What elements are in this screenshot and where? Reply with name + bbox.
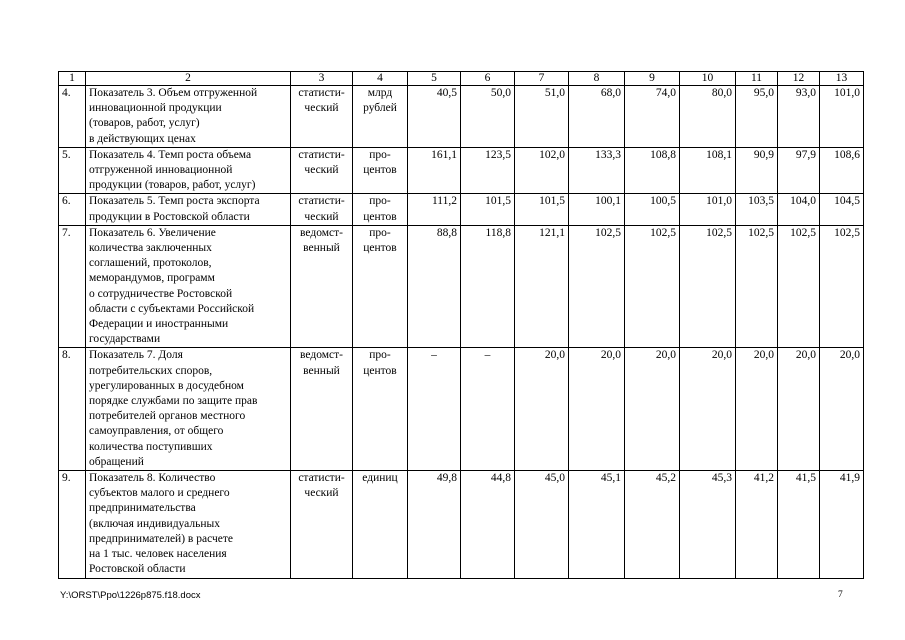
year-value: 45,2 <box>625 471 680 578</box>
cell-line: центов <box>363 210 397 223</box>
year-value: 20,0 <box>820 348 864 471</box>
year-value: 45,3 <box>680 471 736 578</box>
cell-line: меморандумов, программ <box>89 272 215 285</box>
indicator-name <box>86 194 291 225</box>
cell-line: количества заключенных <box>89 242 212 255</box>
year-value: 104,5 <box>820 194 864 225</box>
year-value: 102,5 <box>680 225 736 348</box>
year-value: 95,0 <box>736 86 778 148</box>
year-value: 108,8 <box>625 147 680 194</box>
table-header-row <box>59 72 864 86</box>
year-value: 102,5 <box>736 225 778 348</box>
year-value: 102,0 <box>515 147 569 194</box>
cell-line: про- <box>369 195 391 208</box>
page-number: 7 <box>838 590 843 600</box>
indicator-source <box>291 86 353 148</box>
cell-line: венный <box>303 242 340 255</box>
cell-line: в действующих ценах <box>89 132 196 145</box>
cell-line: центов <box>363 242 397 255</box>
cell-line: центов <box>363 364 397 377</box>
cell-line: про- <box>369 148 391 161</box>
cell-line: Показатель 4. Темп роста объема <box>89 148 252 161</box>
column-header: 4 <box>353 72 408 86</box>
year-value: 20,0 <box>680 348 736 471</box>
indicator-source <box>291 147 353 194</box>
year-value: 49,8 <box>408 471 461 578</box>
cell-line: урегулированных в досудебном <box>89 379 244 392</box>
column-header: 1 <box>59 72 86 86</box>
row-number: 4. <box>59 86 86 148</box>
year-value: 20,0 <box>736 348 778 471</box>
cell-line: порядке службами по защите прав <box>89 395 258 408</box>
cell-line: статисти- <box>298 87 345 99</box>
cell-line: предпринимательства <box>89 502 196 515</box>
unit-of-measure <box>353 194 408 225</box>
cell-line: предпринимателей) в расчете <box>89 532 233 545</box>
cell-line: ческий <box>304 210 339 223</box>
indicator-source <box>291 471 353 578</box>
year-value: 102,5 <box>569 225 625 348</box>
indicator-source <box>291 348 353 471</box>
column-header: 2 <box>86 72 291 86</box>
year-value: 80,0 <box>680 86 736 148</box>
year-value: 102,5 <box>625 225 680 348</box>
year-value: 90,9 <box>736 147 778 194</box>
cell-line: ведомст- <box>300 226 343 239</box>
cell-line: ведомст- <box>300 349 343 362</box>
row-number: 9. <box>59 471 86 578</box>
year-value: 45,1 <box>569 471 625 578</box>
year-value: 93,0 <box>778 86 820 148</box>
cell-line: Ростовской области <box>89 563 186 576</box>
cell-line: единиц <box>362 472 398 485</box>
unit-of-measure <box>353 348 408 471</box>
cell-line: про- <box>369 349 391 362</box>
year-value: 44,8 <box>461 471 515 578</box>
row-number: 5. <box>59 147 86 194</box>
year-value: 108,1 <box>680 147 736 194</box>
column-header: 8 <box>569 72 625 86</box>
year-value: 111,2 <box>408 194 461 225</box>
table-row <box>59 348 864 471</box>
year-value: 20,0 <box>569 348 625 471</box>
column-header: 9 <box>625 72 680 86</box>
cell-line: области с субъектами Российской <box>89 302 255 315</box>
unit-of-measure <box>353 225 408 348</box>
year-value: 50,0 <box>461 86 515 148</box>
row-number: 8. <box>59 348 86 471</box>
unit-of-measure <box>353 86 408 148</box>
cell-line: Показатель 8. Количество <box>89 472 216 485</box>
row-number: 6. <box>59 194 86 225</box>
column-header: 5 <box>408 72 461 86</box>
indicator-name <box>86 86 291 148</box>
indicator-source <box>291 194 353 225</box>
cell-line: (включая индивидуальных <box>89 517 220 530</box>
column-header: 10 <box>680 72 736 86</box>
indicators-table <box>58 71 864 579</box>
cell-line: продукции (товаров, работ, услуг) <box>89 179 256 192</box>
cell-line: соглашений, протоколов, <box>89 257 212 270</box>
year-value: 88,8 <box>408 225 461 348</box>
year-value: 100,1 <box>569 194 625 225</box>
cell-line: обращений <box>89 455 144 468</box>
year-value: – <box>461 348 515 471</box>
cell-line: Показатель 3. Объем отгруженной <box>89 87 258 99</box>
indicator-name <box>86 225 291 348</box>
year-value: 20,0 <box>625 348 680 471</box>
year-value: 101,5 <box>515 194 569 225</box>
cell-line: Показатель 7. Доля <box>89 349 183 362</box>
table-row <box>59 225 864 348</box>
cell-line: рублей <box>363 102 397 115</box>
cell-line: статисти- <box>298 195 345 208</box>
cell-line: количества поступивших <box>89 440 213 453</box>
year-value: 41,5 <box>778 471 820 578</box>
year-value: 100,5 <box>625 194 680 225</box>
column-header: 7 <box>515 72 569 86</box>
column-header: 13 <box>820 72 864 86</box>
file-path-footer: Y:\ORST\Ppo\1226p875.f18.docx <box>60 590 201 601</box>
year-value: 45,0 <box>515 471 569 578</box>
table-row <box>59 471 864 578</box>
cell-line: Федерации и иностранными <box>89 318 229 331</box>
year-value: 74,0 <box>625 86 680 148</box>
column-header: 11 <box>736 72 778 86</box>
unit-of-measure <box>353 147 408 194</box>
year-value: – <box>408 348 461 471</box>
cell-line: отгруженной инновационной <box>89 164 233 177</box>
year-value: 104,0 <box>778 194 820 225</box>
column-header: 6 <box>461 72 515 86</box>
cell-line: статисти- <box>298 472 345 485</box>
row-number: 7. <box>59 225 86 348</box>
cell-line: млрд <box>367 87 393 99</box>
cell-line: потребителей органов местного <box>89 410 246 423</box>
year-value: 108,6 <box>820 147 864 194</box>
cell-line: продукции в Ростовской области <box>89 210 250 223</box>
cell-line: на 1 тыс. человек населения <box>89 548 227 561</box>
cell-line: (товаров, работ, услуг) <box>89 117 200 130</box>
table-body <box>59 86 864 579</box>
year-value: 133,3 <box>569 147 625 194</box>
indicator-name <box>86 147 291 194</box>
cell-line: инновационной продукции <box>89 102 222 115</box>
indicator-name <box>86 348 291 471</box>
cell-line: Показатель 6. Увеличение <box>89 226 216 239</box>
year-value: 101,0 <box>680 194 736 225</box>
cell-line: Показатель 5. Темп роста экспорта <box>89 195 260 208</box>
column-header: 12 <box>778 72 820 86</box>
year-value: 121,1 <box>515 225 569 348</box>
year-value: 102,5 <box>778 225 820 348</box>
year-value: 41,9 <box>820 471 864 578</box>
indicator-source <box>291 225 353 348</box>
cell-line: ческий <box>304 164 339 177</box>
cell-line: о сотрудничестве Ростовской <box>89 287 233 300</box>
cell-line: статисти- <box>298 148 345 161</box>
cell-line: самоуправления, от общего <box>89 425 224 438</box>
table-row <box>59 147 864 194</box>
cell-line: потребительских споров, <box>89 364 213 377</box>
year-value: 51,0 <box>515 86 569 148</box>
year-value: 41,2 <box>736 471 778 578</box>
year-value: 97,9 <box>778 147 820 194</box>
cell-line: субъектов малого и среднего <box>89 487 230 500</box>
year-value: 68,0 <box>569 86 625 148</box>
unit-of-measure <box>353 471 408 578</box>
cell-line: центов <box>363 164 397 177</box>
cell-line: венный <box>303 364 340 377</box>
year-value: 161,1 <box>408 147 461 194</box>
cell-line: ческий <box>304 102 339 115</box>
year-value: 118,8 <box>461 225 515 348</box>
cell-line: про- <box>369 226 391 239</box>
column-header: 3 <box>291 72 353 86</box>
year-value: 20,0 <box>515 348 569 471</box>
year-value: 103,5 <box>736 194 778 225</box>
table-row <box>59 194 864 225</box>
year-value: 102,5 <box>820 225 864 348</box>
year-value: 101,0 <box>820 86 864 148</box>
table-row <box>59 86 864 148</box>
cell-line: ческий <box>304 487 339 500</box>
year-value: 20,0 <box>778 348 820 471</box>
year-value: 123,5 <box>461 147 515 194</box>
indicator-name <box>86 471 291 578</box>
year-value: 40,5 <box>408 86 461 148</box>
cell-line: государствами <box>89 333 161 346</box>
year-value: 101,5 <box>461 194 515 225</box>
